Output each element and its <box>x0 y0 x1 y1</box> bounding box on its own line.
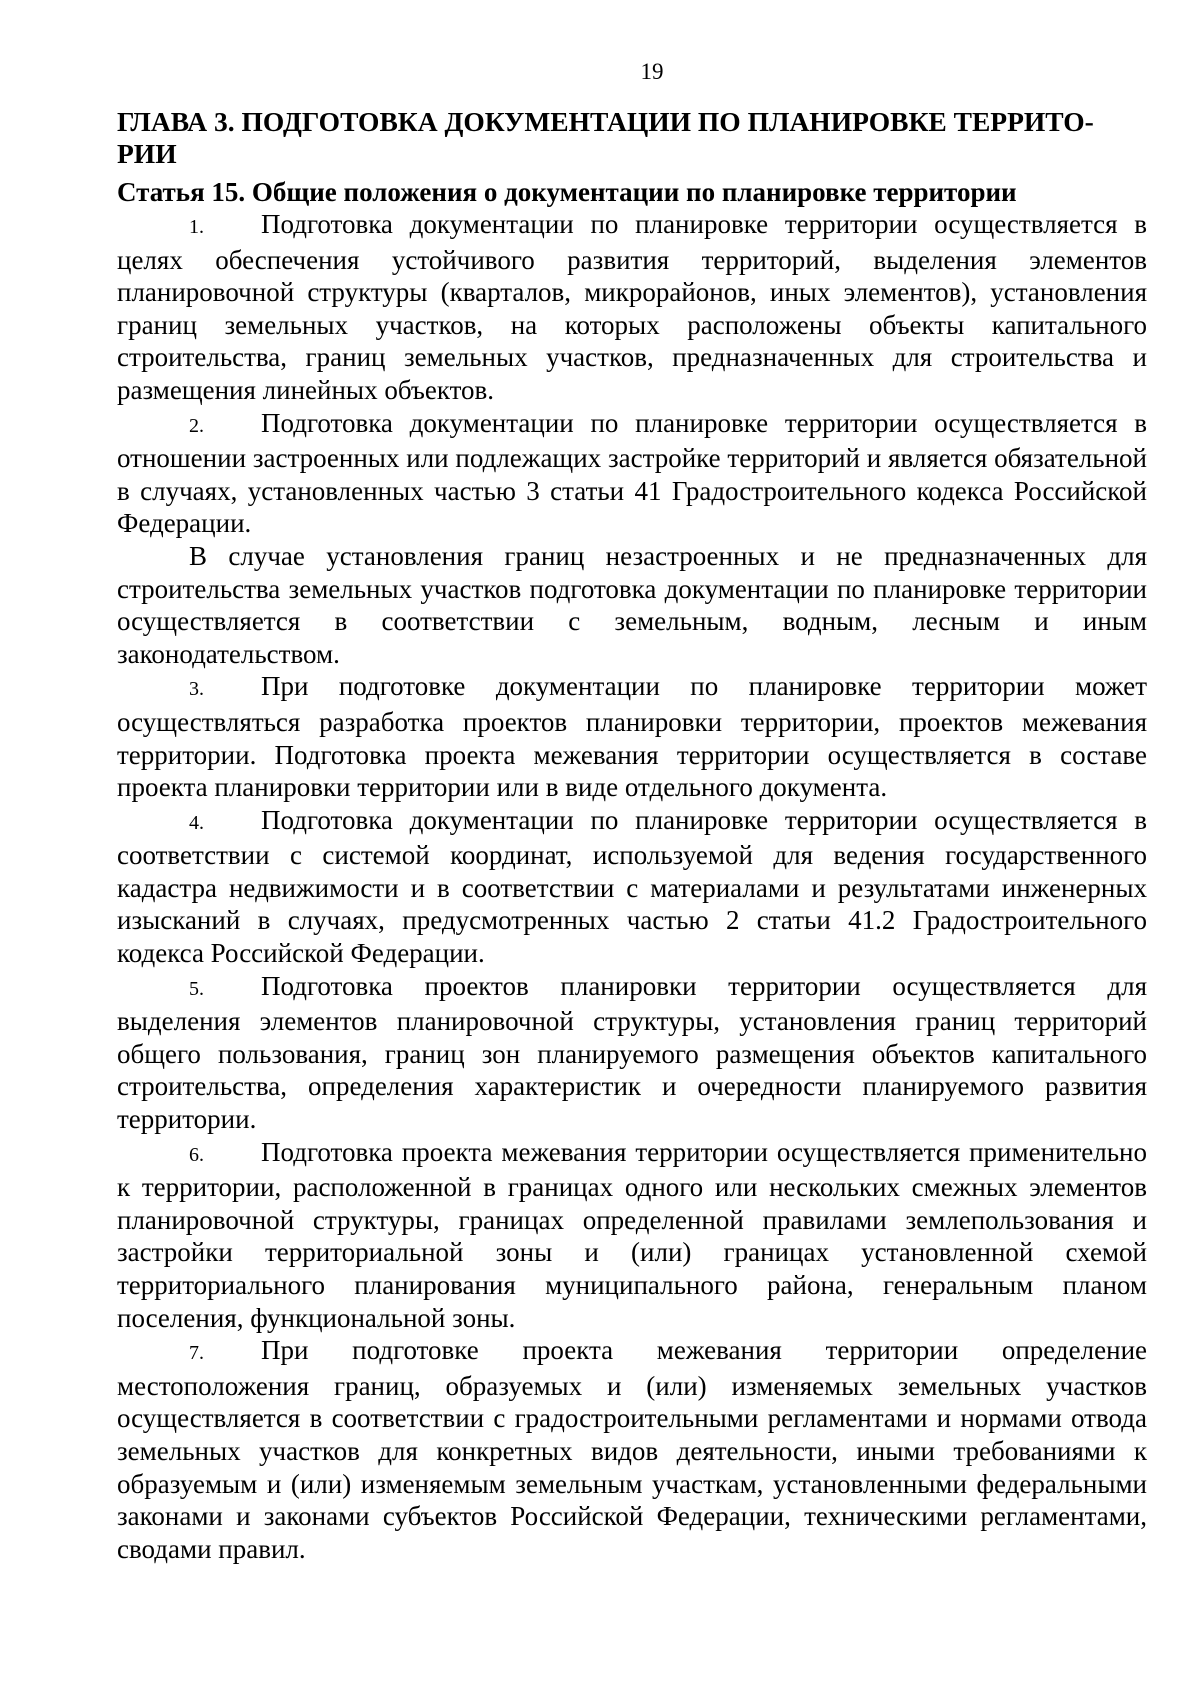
paragraph-text: Подготовка проекта межевания территории осуществляется применительно к территории, расположенной в границах одного или нескольких смежных элементов планировочной структуры, границах определенной правилами землепользования и застройки территориальной зоны и (или) границах установленной схемой территориального планирования муниципального района, генеральным планом поселения, функциональной зоны. <box>117 1136 1147 1333</box>
paragraph-number: 7. <box>189 1342 204 1365</box>
paragraph-number: 5. <box>189 977 204 1000</box>
paragraph-5 <box>117 970 1147 1136</box>
paragraph-6 <box>117 1136 1147 1335</box>
paragraph-text: Подготовка документации по планировке территории осуществляется в отношении застроенных или подлежащих застройке территорий и является обязательной в случаях, установленных частью 3 статьи 41 Градостроительного кодекса Российской Федерации. <box>117 407 1147 539</box>
document-page <box>117 58 1147 1565</box>
paragraph-4 <box>117 804 1147 970</box>
paragraph-number: 3. <box>189 678 204 701</box>
paragraph-1 <box>117 208 1147 407</box>
paragraph-3 <box>117 670 1147 803</box>
paragraph-7 <box>117 1334 1147 1565</box>
paragraph-text: Подготовка проектов планировки территории осуществляется для выделения элементов планировочной структуры, установления границ территорий общего пользования, границ зон планируемого размещения объектов капитального строительства, определения характеристик и очередности планируемого развития территории. <box>117 970 1147 1135</box>
chapter-title: ГЛАВА 3. ПОДГОТОВКА ДОКУМЕНТАЦИИ ПО ПЛАНИРОВКЕ ТЕРРИТО-РИИ <box>117 106 1094 169</box>
paragraph-2 <box>117 407 1147 540</box>
article-title: Статья 15. Общие положения о документации по планировке территории <box>117 177 1017 207</box>
paragraph-text: При подготовке документации по планировке территории может осуществляться разработка проектов планировки территории, проектов межевания территории. Подготовка проекта межевания территории осуществляется в составе проекта планировки территории или в виде отдельного документа. <box>117 671 1147 803</box>
paragraph-number: 4. <box>189 811 204 834</box>
paragraph-text: В случае установления границ незастроенных и не предназначенных для строительства земельных участков подготовка документации по планировке территории осуществляется в соответствии с земельным, водным, лесным и иным законодательством. <box>117 540 1147 669</box>
paragraph-number: 2. <box>189 414 204 437</box>
paragraph-2-continuation <box>117 540 1147 670</box>
page-number: 19 <box>640 59 664 84</box>
paragraph-text: При подготовке проекта межевания территории определение местоположения границ, образуемых и (или) изменяемых земельных участков осуществляется в соответствии с градостроительными регламентами и нормами отвода земельных участков для конкретных видов деятельности, иными требованиями к образуемым и (или) изменяемым земельным участкам, установленными федеральными законами и законами субъектов Российской Федерации, техническими регламентами, сводами правил. <box>117 1335 1147 1564</box>
paragraph-text: Подготовка документации по планировке территории осуществляется в соответствии с системой координат, используемой для ведения государственного кадастра недвижимости и в соответствии с материалами и результатами инженерных изысканий в случаях, предусмотренных частью 2 статьи 41.2 Градостроительного кодекса Российской Федерации. <box>117 804 1147 969</box>
paragraph-text: Подготовка документации по планировке территории осуществляется в целях обеспечения устойчивого развития территорий, выделения элементов планировочной структуры (кварталов, микрорайонов, иных элементов), установления границ земельных участков, на которых расположены объекты капитального строительства, границ земельных участков, предназначенных для строительства и размещения линейных объектов. <box>117 209 1147 405</box>
paragraph-number: 6. <box>189 1143 204 1166</box>
paragraph-number: 1. <box>189 216 204 238</box>
